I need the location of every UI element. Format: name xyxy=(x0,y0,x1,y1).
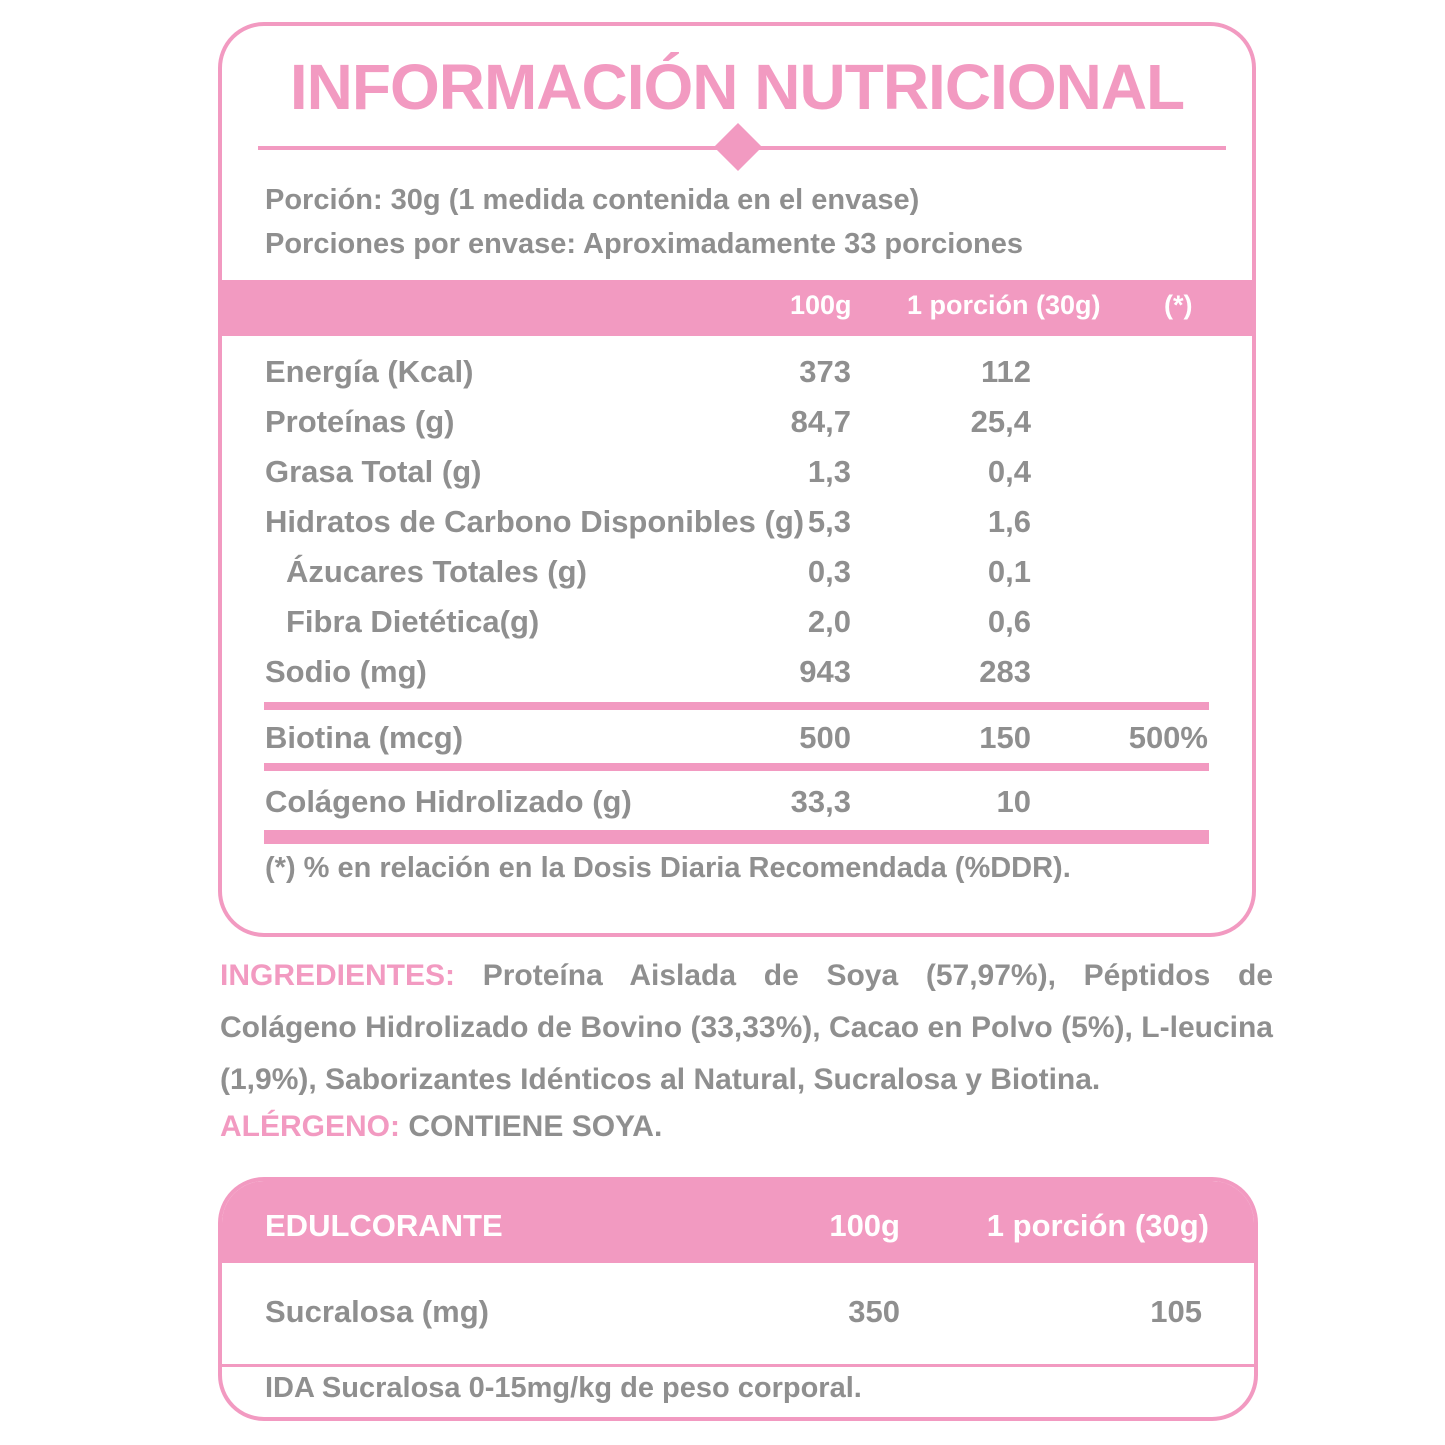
header-portion: 1 porción (30g) xyxy=(907,290,1101,320)
header-100g: 100g xyxy=(790,290,852,320)
sweetener-header-name: EDULCORANTE xyxy=(265,1208,503,1243)
sweetener-header-portion: 1 porción (30g) xyxy=(986,1208,1209,1243)
row-value-100g: 5,3 xyxy=(807,504,851,539)
allergen-value: CONTIENE SOYA. xyxy=(408,1110,663,1143)
table-row xyxy=(0,404,1445,448)
row-value-portion: 150 xyxy=(979,720,1031,755)
serving-size: Porción: 30g (1 medida contenida en el envase) xyxy=(265,184,920,216)
row-label: Grasa Total (g) xyxy=(265,454,482,489)
row-value-portion: 25,4 xyxy=(970,404,1031,439)
table-row xyxy=(0,720,1445,764)
ingredients-text xyxy=(220,950,1273,1106)
sweetener-row-label: Sucralosa (mg) xyxy=(265,1294,489,1329)
header-ddr: (*) xyxy=(1164,290,1193,320)
sweetener-value-100g: 350 xyxy=(848,1294,900,1329)
allergen-label: ALÉRGENO: xyxy=(220,1110,400,1143)
sweetener-divider xyxy=(222,1364,1254,1367)
table-row xyxy=(0,354,1445,398)
table-row xyxy=(0,654,1445,698)
ingredients-list: Proteína Aislada de Soya (57,97%), Péptidos de Colágeno Hidrolizado de Bovino (33,33%), Cacao en Polvo (5%), L-leucina (1,9%), Saborizantes Idénticos al Natural, Sucralosa y Biotina. xyxy=(220,959,1273,1096)
row-label: Energía (Kcal) xyxy=(265,354,474,389)
row-value-100g: 373 xyxy=(799,354,851,389)
row-value-portion: 0,6 xyxy=(987,604,1031,639)
row-divider xyxy=(264,702,1209,710)
row-value-100g: 0,3 xyxy=(807,554,851,589)
table-row xyxy=(0,504,1445,548)
ingredients-label: INGREDIENTES: xyxy=(220,959,456,992)
row-label: Sodio (mg) xyxy=(265,654,427,689)
sweetener-header-100g: 100g xyxy=(829,1208,900,1243)
row-value-100g: 33,3 xyxy=(790,784,851,819)
row-label: Fibra Dietética(g) xyxy=(286,604,540,639)
row-value-portion: 112 xyxy=(980,354,1031,389)
row-label: Proteínas (g) xyxy=(265,404,455,439)
row-divider xyxy=(264,763,1209,771)
allergen-text xyxy=(220,1110,662,1144)
table-row xyxy=(0,604,1445,648)
sweetener-ida-note: IDA Sucralosa 0-15mg/kg de peso corporal. xyxy=(265,1372,862,1404)
row-value-100g: 500 xyxy=(799,720,851,755)
row-label: Colágeno Hidrolizado (g) xyxy=(265,784,632,819)
table-row xyxy=(0,554,1445,598)
row-value-100g: 943 xyxy=(799,654,851,689)
row-value-portion: 10 xyxy=(996,784,1031,819)
sweetener-value-portion: 105 xyxy=(1150,1294,1202,1329)
row-value-portion: 0,1 xyxy=(987,554,1031,589)
row-value-100g: 84,7 xyxy=(790,404,851,439)
row-value-portion: 0,4 xyxy=(987,454,1031,489)
page-title: INFORMACIÓN NUTRICIONAL xyxy=(289,51,1185,123)
row-label: Ázucares Totales (g) xyxy=(286,554,587,589)
row-value-100g: 1,3 xyxy=(807,454,851,489)
row-value-100g: 2,0 xyxy=(807,604,851,639)
row-label: Biotina (mcg) xyxy=(265,720,464,755)
table-row xyxy=(0,784,1445,828)
ddr-footnote: (*) % en relación en la Dosis Diaria Recomendada (%DDR). xyxy=(265,852,1071,884)
servings-per-container: Porciones por envase: Aproximadamente 33 porciones xyxy=(265,228,1024,260)
table-bottom-rule xyxy=(264,830,1209,844)
row-value-ddr: 500% xyxy=(1128,720,1208,755)
table-row xyxy=(0,454,1445,498)
row-value-portion: 1,6 xyxy=(987,504,1031,539)
row-label: Hidratos de Carbono Disponibles (g) xyxy=(265,504,805,539)
row-value-portion: 283 xyxy=(979,654,1031,689)
